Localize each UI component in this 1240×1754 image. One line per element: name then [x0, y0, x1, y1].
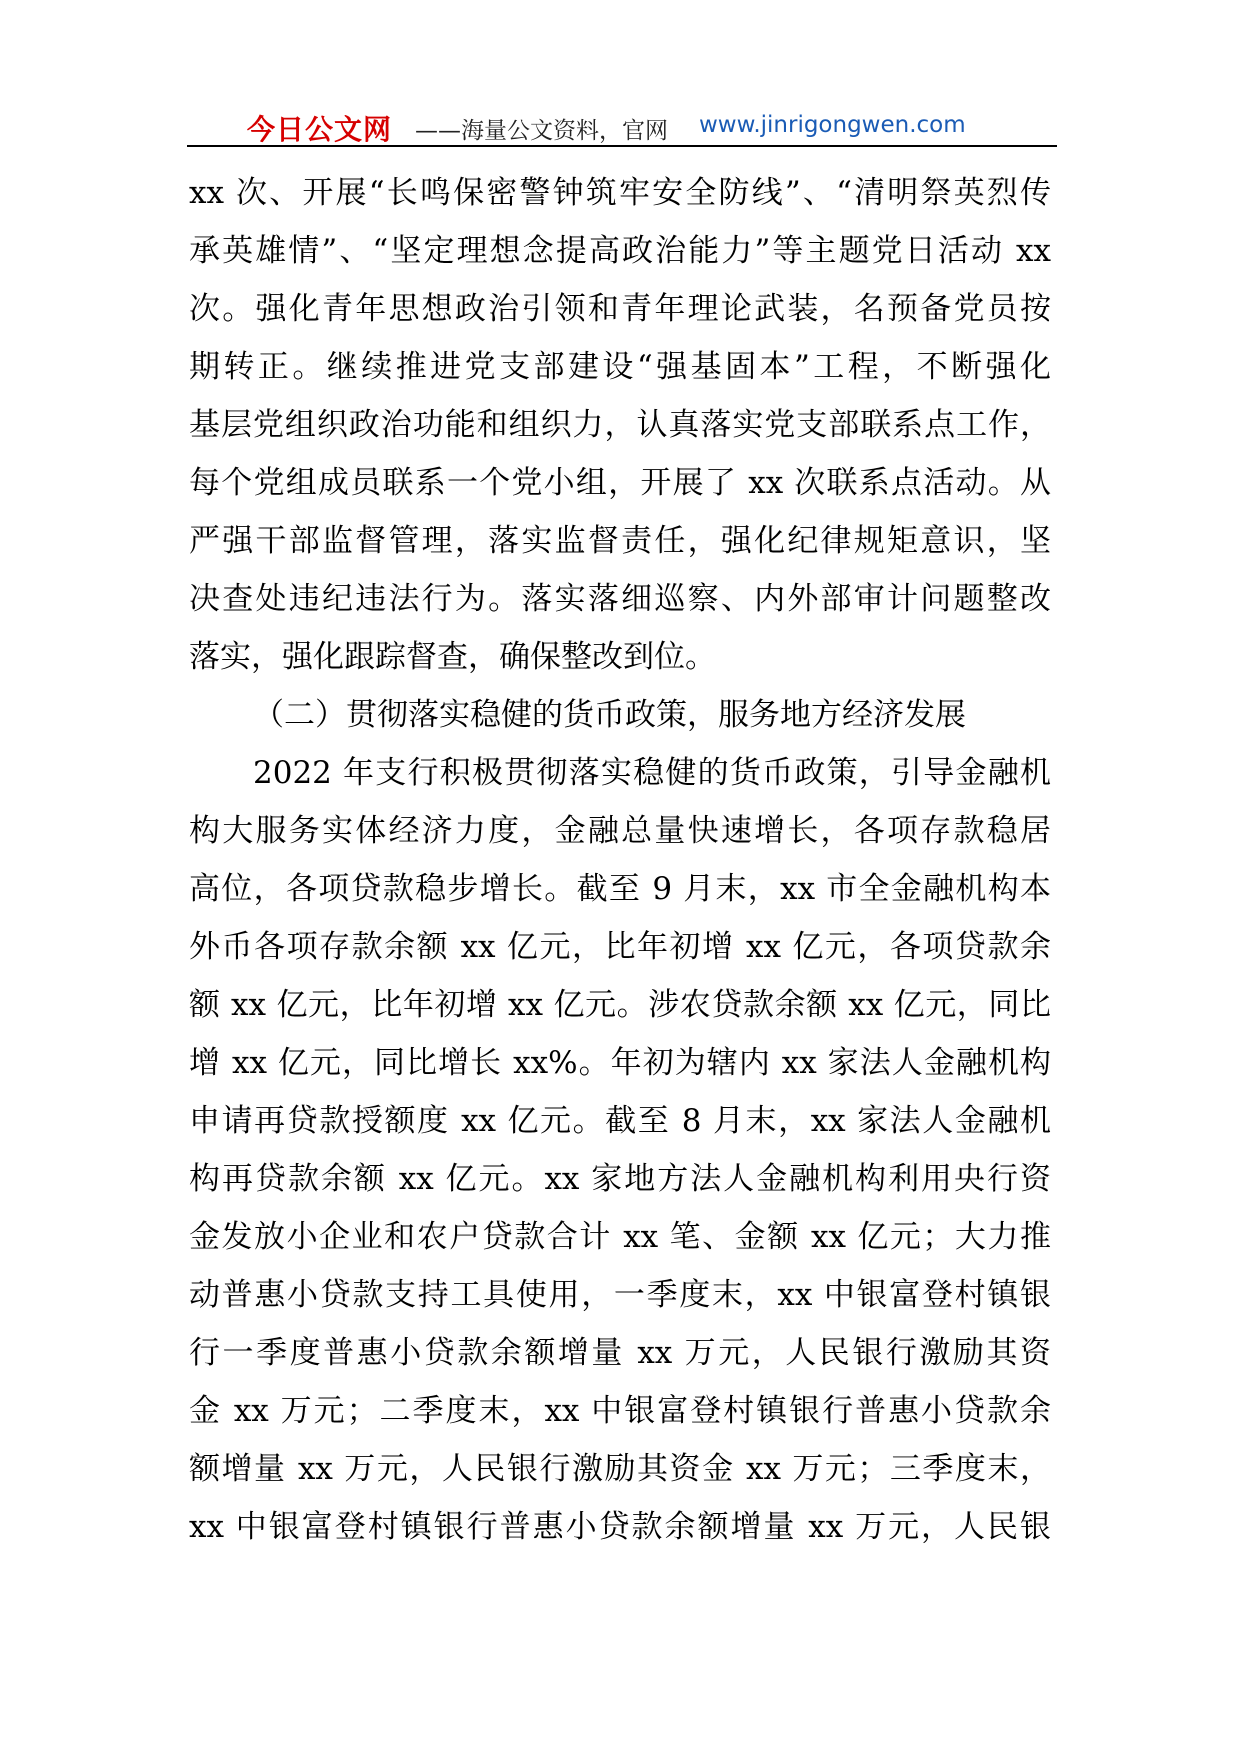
site-brand: 今日公文网 — [247, 113, 393, 146]
document-body — [189, 164, 1051, 1556]
text-line: 期转正。继续推进党支部建设“强基固本”工程，不断强化 — [189, 349, 1051, 385]
text-line: 金 xx 万元；二季度末，xx 中银富登村镇银行普惠小贷款余 — [189, 1393, 1051, 1429]
text-line: 动普惠小贷款支持工具使用，一季度末，xx 中银富登村镇银 — [189, 1277, 1051, 1313]
text-line: 每个党组成员联系一个党小组，开展了 xx 次联系点活动。从 — [189, 465, 1051, 501]
text-line: 金发放小企业和农户贷款合计 xx 笔、金额 xx 亿元；大力推 — [189, 1219, 1051, 1255]
text-line: 外币各项存款余额 xx 亿元，比年初增 xx 亿元，各项贷款余 — [189, 929, 1051, 965]
text-line: 额增量 xx 万元，人民银行激励其资金 xx 万元；三季度末， — [189, 1451, 1051, 1487]
text-line: 申请再贷款授额度 xx 亿元。截至 8 月末，xx 家法人金融机 — [189, 1103, 1051, 1139]
page-header — [187, 104, 1057, 144]
section-heading: （二）贯彻落实稳健的货币政策，服务地方经济发展 — [253, 697, 966, 733]
text-line: 次。强化青年思想政治引领和青年理论武装，名预备党员按 — [189, 291, 1051, 327]
text-line: 高位，各项贷款稳步增长。截至 9 月末，xx 市全金融机构本 — [189, 871, 1051, 907]
text-line: 落实，强化跟踪督查，确保整改到位。 — [189, 639, 716, 675]
text-line: 行一季度普惠小贷款余额增量 xx 万元，人民银行激励其资 — [189, 1335, 1051, 1371]
paragraph-party-building — [189, 164, 1051, 686]
header-divider — [187, 145, 1057, 147]
text-line: 基层党组织政治功能和组织力，认真落实党支部联系点工作， — [189, 407, 1051, 443]
site-url-link[interactable]: www.jinrigongwen.com — [699, 112, 966, 138]
text-line: 构大服务实体经济力度，金融总量快速增长，各项存款稳居 — [189, 813, 1051, 849]
text-line: 决查处违纪违法行为。落实落细巡察、内外部审计问题整改 — [189, 581, 1051, 617]
text-line: 2022 年支行积极贯彻落实稳健的货币政策，引导金融机 — [253, 755, 1051, 791]
text-line: 额 xx 亿元，比年初增 xx 亿元。涉农贷款余额 xx 亿元，同比 — [189, 987, 1051, 1023]
text-line: 承英雄情”、“坚定理想念提高政治能力”等主题党日活动 xx — [189, 233, 1051, 269]
text-line: xx 中银富登村镇银行普惠小贷款余额增量 xx 万元，人民银 — [189, 1509, 1051, 1545]
site-tagline: ——海量公文资料，官网 — [415, 118, 668, 144]
text-line: 构再贷款余额 xx 亿元。xx 家地方法人金融机构利用央行资 — [189, 1161, 1051, 1197]
text-line: xx 次、开展“长鸣保密警钟筑牢安全防线”、“清明祭英烈传 — [189, 175, 1051, 211]
text-line: 严强干部监督管理，落实监督责任，强化纪律规矩意识，坚 — [189, 523, 1051, 559]
text-line: 增 xx 亿元，同比增长 xx%。年初为辖内 xx 家法人金融机构 — [189, 1045, 1051, 1081]
paragraph-monetary-policy — [189, 744, 1051, 1556]
